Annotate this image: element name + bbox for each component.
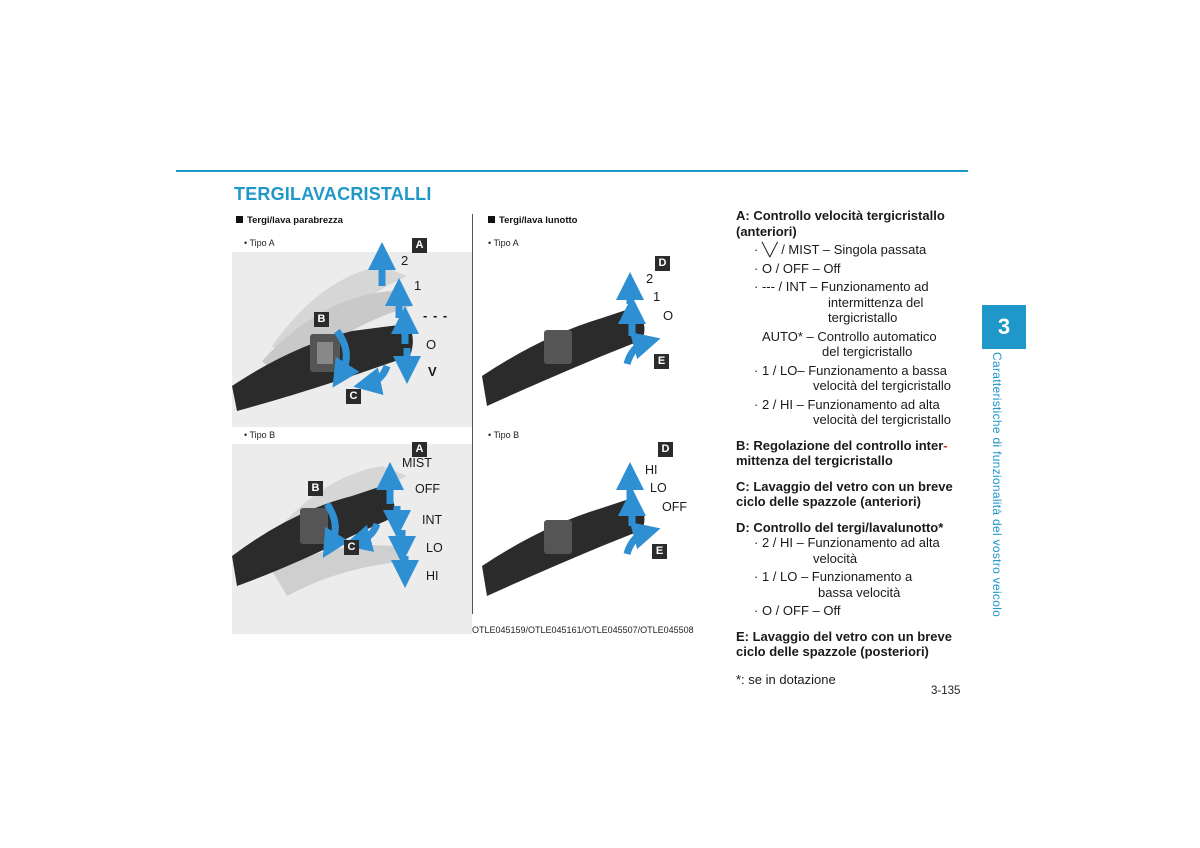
page-number: 3-135 <box>931 685 961 697</box>
arrow-pull <box>627 532 647 554</box>
front-lever-tipo-b-illustration <box>232 446 472 616</box>
chapter-side-title: Caratteristiche di funzionalità del vostro veicolo <box>990 352 1004 618</box>
label-box-a: A <box>412 442 427 457</box>
item-a-bullet: · ╲╱ / MIST – Singola passata <box>754 242 927 257</box>
description-column <box>736 208 976 687</box>
chapter-tab: 3 <box>982 305 1026 349</box>
item-e-heading: E: Lavaggio del vetro con un breve <box>736 628 952 644</box>
item-a-heading: A: Controllo velocità tergicristallo <box>736 208 945 223</box>
tipo-b-label: • Tipo B <box>488 430 520 440</box>
position-label-lo: LO <box>650 481 667 495</box>
item-a-heading-cont: (anteriori) <box>736 223 797 239</box>
label-box-d: D <box>655 256 670 271</box>
item-a-bullet: · --- / INT – Funzionamento ad <box>754 279 929 294</box>
tipo-a-label: • Tipo A <box>244 238 275 248</box>
figure-code: OTLE045159/OTLE045161/OTLE045507/OTLE045508 <box>472 625 694 635</box>
item-d-bullet: · 2 / HI – Funzionamento ad alta <box>754 535 940 550</box>
position-label-hi: HI <box>645 463 658 477</box>
label-box-a: A <box>412 238 427 253</box>
item-a-auto: AUTO* – Controllo automatico <box>762 328 937 344</box>
lever-switch <box>544 330 572 364</box>
lever-switch <box>544 520 572 554</box>
item-d-heading: D: Controllo del tergi/lavalunotto* <box>736 519 944 535</box>
position-label-lo: LO <box>426 541 443 555</box>
item-a-bullet-cont: intermittenza del <box>828 294 924 310</box>
label-box-e: E <box>654 354 669 369</box>
position-label-1: 1 <box>653 289 661 304</box>
item-a-bullet: · 1 / LO– Funzionamento a bassa <box>754 362 947 378</box>
label-box-d: D <box>658 442 673 457</box>
label-box-b: B <box>308 481 323 496</box>
item-d-bullet: · 1 / LO – Funzionamento a <box>754 569 913 584</box>
item-b-heading: B: Regolazione del controllo inter- <box>736 437 948 453</box>
item-a-bullet: · 2 / HI – Funzionamento ad alta <box>754 396 940 412</box>
position-label-mist: MIST <box>402 456 432 470</box>
item-d-bullet-cont: velocità <box>813 550 858 566</box>
tipo-a-label: • Tipo A <box>488 238 519 248</box>
position-label-off: OFF <box>662 500 687 514</box>
caption-front-washer: Tergi/lava parabrezza <box>236 215 343 226</box>
header-rule <box>176 170 968 172</box>
position-label-off: O <box>426 337 437 352</box>
item-e-heading-cont: ciclo delle spazzole (posteriori) <box>736 644 929 659</box>
label-box-c: C <box>344 540 359 555</box>
position-label-1: 1 <box>414 278 422 293</box>
lever-switch <box>300 508 328 544</box>
item-c-heading: C: Lavaggio del vetro con un breve <box>736 478 953 494</box>
item-b-heading-cont: mittenza del tergicristallo <box>736 453 893 468</box>
item-d-bullet-cont: bassa velocità <box>818 584 901 600</box>
arrow-pull <box>627 342 647 364</box>
figure-separator <box>472 214 473 614</box>
section-title: TERGILAVACRISTALLI <box>234 184 432 204</box>
item-c-heading-cont: ciclo delle spazzole (anteriori) <box>736 494 921 509</box>
caption-rear-washer: Tergi/lava lunotto <box>488 215 577 226</box>
position-label-mist: V <box>428 364 437 379</box>
item-a-bullet-cont: tergicristallo <box>828 310 898 325</box>
rear-lever-tipo-a-illustration <box>482 256 712 416</box>
lever-switch-knob <box>317 342 333 364</box>
position-label-off: OFF <box>415 482 440 496</box>
position-label-int: - - - <box>423 308 449 323</box>
item-a-auto-cont: del tergicristallo <box>822 344 913 359</box>
position-label-hi: HI <box>426 569 439 583</box>
position-label-off: O <box>663 308 674 323</box>
position-label-int: INT <box>422 513 443 527</box>
item-a-bullet-cont: velocità del tergicristallo <box>813 412 952 427</box>
label-box-b: B <box>314 312 329 327</box>
position-label-2: 2 <box>401 253 409 268</box>
rear-lever-tipo-b-illustration <box>482 446 712 606</box>
item-d-bullet: · O / OFF – Off <box>754 603 841 618</box>
item-a-bullet: · O / OFF – Off <box>754 260 841 276</box>
footnote: *: se in dotazione <box>736 671 836 687</box>
item-a-bullet-cont: velocità del tergicristallo <box>813 378 952 393</box>
label-box-e: E <box>652 544 667 559</box>
label-box-c: C <box>346 389 361 404</box>
position-label-2: 2 <box>646 271 654 286</box>
tipo-b-label: • Tipo B <box>244 430 276 440</box>
